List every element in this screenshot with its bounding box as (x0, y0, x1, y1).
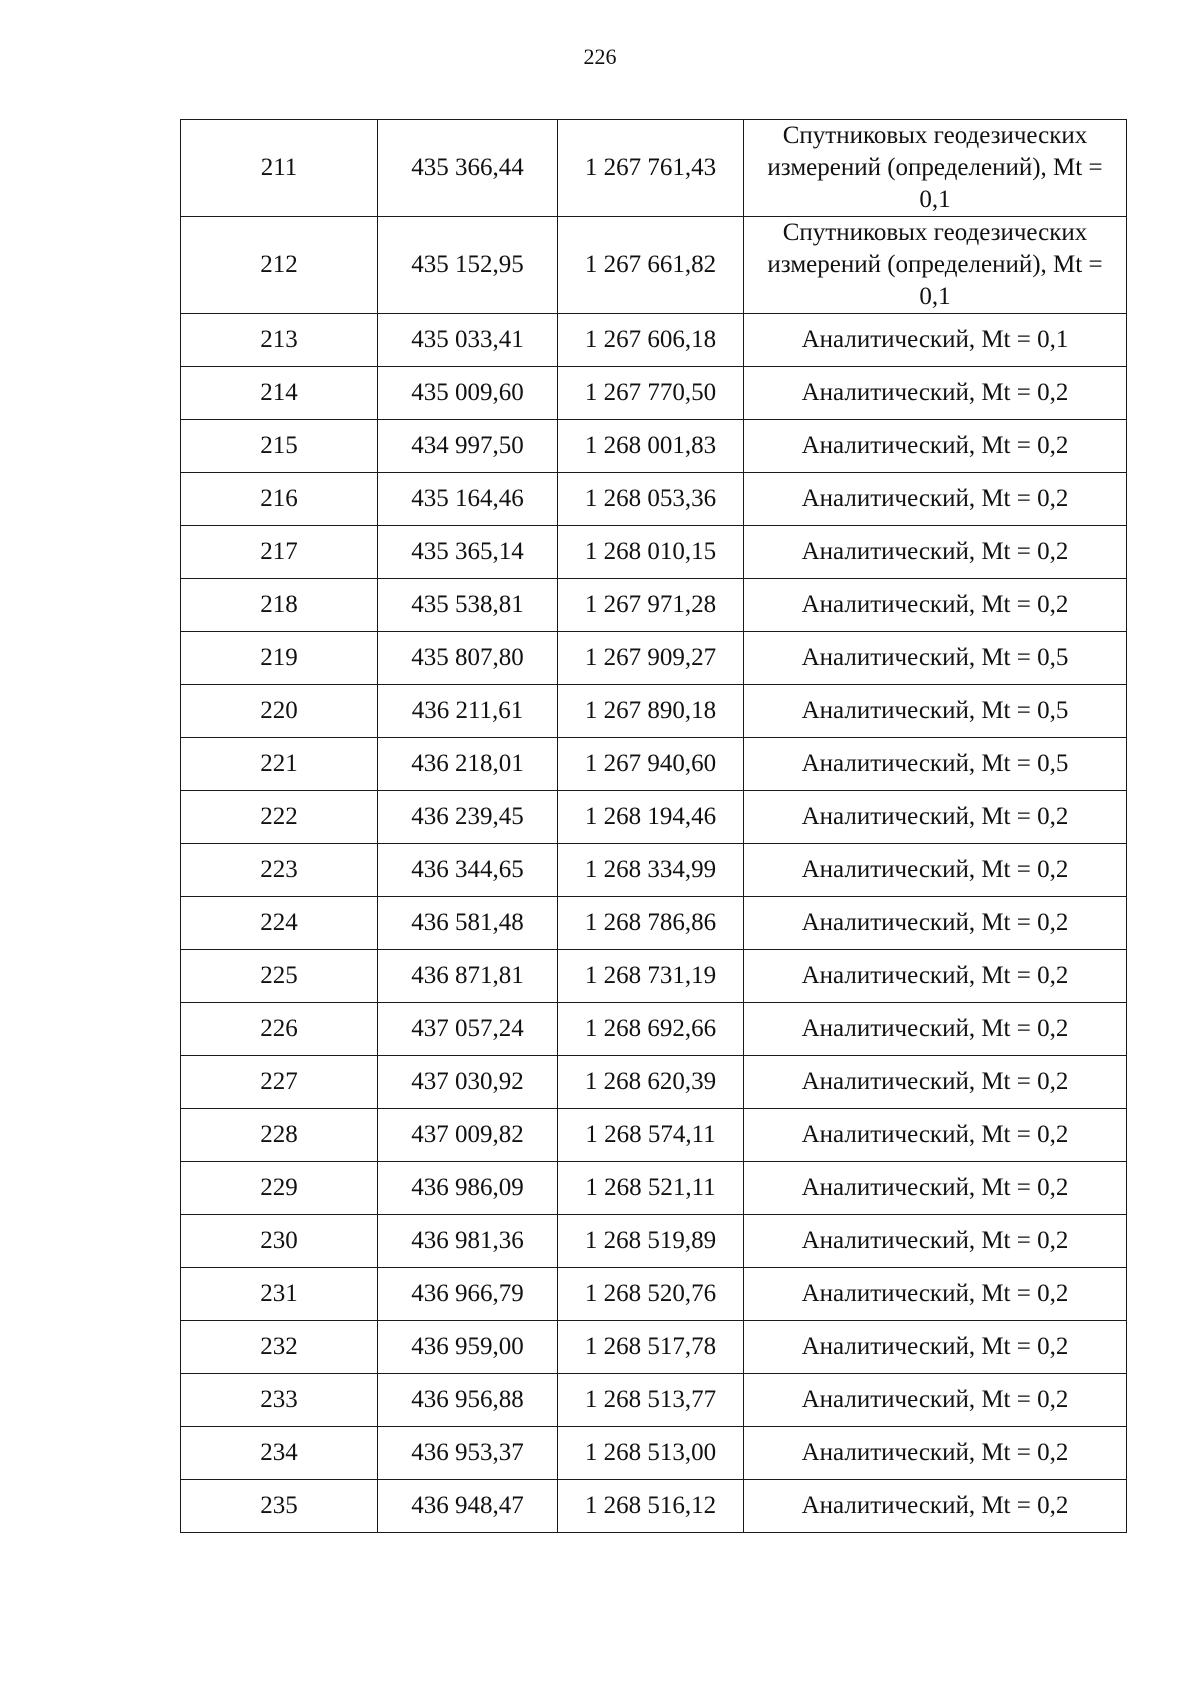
table-row (181, 950, 1127, 1003)
point-number-cell: 211 (181, 120, 378, 217)
point-number-cell: 231 (181, 1268, 378, 1321)
x-coordinate-cell: 436 981,36 (378, 1215, 558, 1268)
x-coordinate-cell: 436 871,81 (378, 950, 558, 1003)
method-cell: Аналитический, Mt = 0,2 (744, 950, 1127, 1003)
method-cell: Аналитический, Mt = 0,2 (744, 844, 1127, 897)
table-row (181, 791, 1127, 844)
table-row (181, 120, 1127, 217)
y-coordinate-cell: 1 268 520,76 (558, 1268, 744, 1321)
table-row (181, 1374, 1127, 1427)
method-cell: Аналитический, Mt = 0,2 (744, 579, 1127, 632)
point-number-cell: 225 (181, 950, 378, 1003)
y-coordinate-cell: 1 268 786,86 (558, 897, 744, 950)
point-number-cell: 216 (181, 473, 378, 526)
method-cell: Аналитический, Mt = 0,2 (744, 1109, 1127, 1162)
method-cell: Аналитический, Mt = 0,2 (744, 420, 1127, 473)
point-number-cell: 232 (181, 1321, 378, 1374)
table-row (181, 1056, 1127, 1109)
point-number-cell: 229 (181, 1162, 378, 1215)
y-coordinate-cell: 1 267 890,18 (558, 685, 744, 738)
method-cell: Аналитический, Mt = 0,5 (744, 685, 1127, 738)
point-number-cell: 234 (181, 1427, 378, 1480)
table-row (181, 738, 1127, 791)
table-row (181, 844, 1127, 897)
x-coordinate-cell: 435 807,80 (378, 632, 558, 685)
point-number-cell: 212 (181, 217, 378, 314)
point-number-cell: 223 (181, 844, 378, 897)
point-number-cell: 214 (181, 367, 378, 420)
y-coordinate-cell: 1 268 001,83 (558, 420, 744, 473)
x-coordinate-cell: 436 344,65 (378, 844, 558, 897)
point-number-cell: 224 (181, 897, 378, 950)
method-cell: Аналитический, Mt = 0,2 (744, 1480, 1127, 1533)
y-coordinate-cell: 1 268 513,77 (558, 1374, 744, 1427)
y-coordinate-cell: 1 268 513,00 (558, 1427, 744, 1480)
point-number-cell: 221 (181, 738, 378, 791)
x-coordinate-cell: 436 959,00 (378, 1321, 558, 1374)
method-cell: Аналитический, Mt = 0,2 (744, 1374, 1127, 1427)
x-coordinate-cell: 436 948,47 (378, 1480, 558, 1533)
method-cell: Аналитический, Mt = 0,2 (744, 1427, 1127, 1480)
method-cell: Аналитический, Mt = 0,1 (744, 314, 1127, 367)
y-coordinate-cell: 1 268 692,66 (558, 1003, 744, 1056)
table-row (181, 1109, 1127, 1162)
table-row (181, 1003, 1127, 1056)
x-coordinate-cell: 435 164,46 (378, 473, 558, 526)
method-cell: Аналитический, Mt = 0,2 (744, 897, 1127, 950)
y-coordinate-cell: 1 268 519,89 (558, 1215, 744, 1268)
x-coordinate-cell: 436 953,37 (378, 1427, 558, 1480)
point-number-cell: 217 (181, 526, 378, 579)
table-row (181, 1427, 1127, 1480)
y-coordinate-cell: 1 268 517,78 (558, 1321, 744, 1374)
x-coordinate-cell: 436 956,88 (378, 1374, 558, 1427)
method-cell: Аналитический, Mt = 0,2 (744, 1056, 1127, 1109)
x-coordinate-cell: 436 211,61 (378, 685, 558, 738)
y-coordinate-cell: 1 267 761,43 (558, 120, 744, 217)
table-row (181, 897, 1127, 950)
y-coordinate-cell: 1 267 971,28 (558, 579, 744, 632)
x-coordinate-cell: 437 057,24 (378, 1003, 558, 1056)
point-number-cell: 219 (181, 632, 378, 685)
x-coordinate-cell: 435 366,44 (378, 120, 558, 217)
y-coordinate-cell: 1 268 574,11 (558, 1109, 744, 1162)
method-cell: Аналитический, Mt = 0,2 (744, 1215, 1127, 1268)
table-row (181, 1162, 1127, 1215)
table-row (181, 632, 1127, 685)
method-cell: Аналитический, Mt = 0,2 (744, 791, 1127, 844)
point-number-cell: 227 (181, 1056, 378, 1109)
y-coordinate-cell: 1 268 053,36 (558, 473, 744, 526)
point-number-cell: 230 (181, 1215, 378, 1268)
point-number-cell: 226 (181, 1003, 378, 1056)
y-coordinate-cell: 1 268 731,19 (558, 950, 744, 1003)
x-coordinate-cell: 437 009,82 (378, 1109, 558, 1162)
table-row (181, 314, 1127, 367)
x-coordinate-cell: 436 239,45 (378, 791, 558, 844)
x-coordinate-cell: 436 986,09 (378, 1162, 558, 1215)
x-coordinate-cell: 436 581,48 (378, 897, 558, 950)
table-row (181, 217, 1127, 314)
method-cell: Аналитический, Mt = 0,2 (744, 1162, 1127, 1215)
point-number-cell: 213 (181, 314, 378, 367)
point-number-cell: 228 (181, 1109, 378, 1162)
method-cell: Аналитический, Mt = 0,5 (744, 738, 1127, 791)
x-coordinate-cell: 435 365,14 (378, 526, 558, 579)
method-cell: Аналитический, Mt = 0,5 (744, 632, 1127, 685)
coordinates-table (180, 119, 1127, 1533)
method-cell: Спутниковых геодезических измерений (определений), Mt = 0,1 (744, 120, 1127, 217)
point-number-cell: 222 (181, 791, 378, 844)
y-coordinate-cell: 1 268 620,39 (558, 1056, 744, 1109)
y-coordinate-cell: 1 267 770,50 (558, 367, 744, 420)
x-coordinate-cell: 436 966,79 (378, 1268, 558, 1321)
table-row (181, 526, 1127, 579)
table-row (181, 367, 1127, 420)
x-coordinate-cell: 437 030,92 (378, 1056, 558, 1109)
table-row (181, 1215, 1127, 1268)
x-coordinate-cell: 435 538,81 (378, 579, 558, 632)
point-number-cell: 220 (181, 685, 378, 738)
y-coordinate-cell: 1 268 010,15 (558, 526, 744, 579)
method-cell: Аналитический, Mt = 0,2 (744, 526, 1127, 579)
x-coordinate-cell: 435 009,60 (378, 367, 558, 420)
x-coordinate-cell: 436 218,01 (378, 738, 558, 791)
page-number: 226 (583, 44, 617, 69)
y-coordinate-cell: 1 267 606,18 (558, 314, 744, 367)
y-coordinate-cell: 1 267 661,82 (558, 217, 744, 314)
method-cell: Аналитический, Mt = 0,2 (744, 367, 1127, 420)
x-coordinate-cell: 435 033,41 (378, 314, 558, 367)
y-coordinate-cell: 1 268 334,99 (558, 844, 744, 897)
y-coordinate-cell: 1 267 940,60 (558, 738, 744, 791)
x-coordinate-cell: 435 152,95 (378, 217, 558, 314)
y-coordinate-cell: 1 268 521,11 (558, 1162, 744, 1215)
point-number-cell: 233 (181, 1374, 378, 1427)
table-row (181, 579, 1127, 632)
table-row (181, 1321, 1127, 1374)
method-cell: Аналитический, Mt = 0,2 (744, 473, 1127, 526)
coordinates-table-body (181, 120, 1127, 1533)
method-cell: Спутниковых геодезических измерений (определений), Mt = 0,1 (744, 217, 1127, 314)
point-number-cell: 235 (181, 1480, 378, 1533)
table-row (181, 685, 1127, 738)
y-coordinate-cell: 1 267 909,27 (558, 632, 744, 685)
table-row (181, 1268, 1127, 1321)
table-row (181, 420, 1127, 473)
y-coordinate-cell: 1 268 194,46 (558, 791, 744, 844)
table-row (181, 1480, 1127, 1533)
method-cell: Аналитический, Mt = 0,2 (744, 1321, 1127, 1374)
y-coordinate-cell: 1 268 516,12 (558, 1480, 744, 1533)
x-coordinate-cell: 434 997,50 (378, 420, 558, 473)
point-number-cell: 215 (181, 420, 378, 473)
method-cell: Аналитический, Mt = 0,2 (744, 1268, 1127, 1321)
method-cell: Аналитический, Mt = 0,2 (744, 1003, 1127, 1056)
table-row (181, 473, 1127, 526)
point-number-cell: 218 (181, 579, 378, 632)
